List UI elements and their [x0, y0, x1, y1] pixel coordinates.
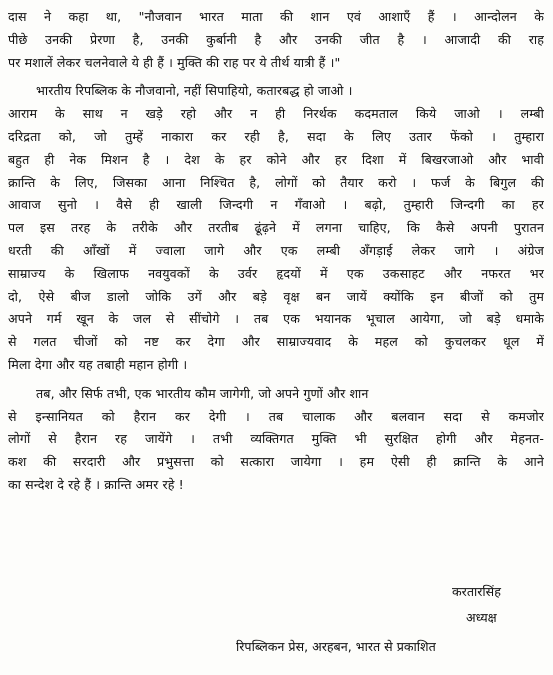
publisher-line: रिपब्लिकन प्रेस, अरहबन, भारत से प्रकाशित: [236, 639, 436, 654]
text-line: क्रान्ति के लिए, जिसका आना निश्चित है, लोगों को तैयार करो । फर्ज के बिगुल की: [8, 174, 544, 190]
text-line: पीछे उनकी प्रेरणा है, उनकी कुर्बानी है और उनकी जीत है । आजादी की राह: [8, 31, 544, 47]
text-line: बहुत ही नेक मिशन है । देश के हर कोने और हर दिशा में बिखरजाओ और भावी: [8, 151, 544, 167]
document-body: [8, 6, 544, 497]
paragraph-call: [8, 80, 544, 376]
text-line: दरिद्रता को, जो तुम्हें नाकारा कर रही है, सदा के लिए उतार फेंको । तुम्हारा: [8, 128, 544, 144]
text-line: आराम के साथ न खड़े रहो और न ही निरर्थक कदमताल किये जाओ । लम्बी: [8, 106, 544, 122]
text-line: का सन्देश दे रहे हैं । क्रान्ति अमर रहे !: [8, 476, 184, 492]
text-line: अपने गर्म खून के जल से सींचोगे । तब एक भयानक भूचाल आयेगा, जो बड़े धमाके: [8, 311, 544, 327]
signatory-role: अध्यक्ष: [466, 610, 497, 625]
text-line: भारतीय रिपब्लिक के नौजवानो, नहीं सिपाहियो, कतारबद्ध हो जाओ ।: [36, 83, 353, 99]
text-line: तब, और सिर्फ तभी, एक भारतीय कौम जागेगी, जो अपने गुणों और शान: [36, 385, 369, 401]
text-line: पर मशालें लेकर चलनेवाले ये ही हैं । मुक्ति की राह पर ये तीर्थ यात्री हैं ।": [8, 54, 341, 70]
paragraph-quote: [8, 6, 544, 74]
text-line: लोगों से हैरान रह जायेंगे । तभी व्यक्तिगत मुक्ति भी सुरक्षित होगी और मेहनत-: [8, 431, 544, 447]
text-line: कश की सरदारी और प्रभुसत्ता को सत्कारा जायेगा । हम ऐसी ही क्रान्ति के आने: [8, 454, 544, 470]
signatory-name: करतारसिंह: [452, 584, 501, 599]
paragraph-conclusion: [8, 383, 544, 497]
text-line: आवाज सुनो । वैसे ही खाली जिन्दगी न गँवाओ । बढ़ो, तुम्हारी जिन्दगी का हर: [8, 197, 544, 213]
text-line: दो, ऐसे बीज डालो जोकि उगें और बड़े वृक्ष बन जायें क्योंकि इन बीजों को तुम: [8, 288, 544, 304]
text-line: दास ने कहा था, "नौजवान भारत माता की शान एवं आशाएँ हैं । आन्दोलन के: [8, 9, 544, 24]
text-line: मिला देगा और यह तबाही महान होगी ।: [8, 356, 188, 372]
text-line: साम्राज्य के खिलाफ नवयुवकों के उर्वर हृदयों में एक उकसाहट और नफरत भर: [8, 265, 544, 281]
text-line: धरती की आँखों में ज्वाला जागे और एक लम्बी अँगड़ाई लेकर जागे । अंग्रेज: [8, 242, 544, 258]
text-line: पल इस तरह के तरीके और तरतीब ढूंढ़ने में लगना चाहिए, कि कैसे अपनी पुरातन: [8, 220, 544, 236]
text-line: से इन्सानियत को हैरान कर देगी । तब चालाक और बलवान सदा से कमजोर: [8, 408, 544, 424]
text-line: से गलत चीजों को नष्ट कर देगा और साम्राज्यवाद के महल को कुचलकर धूल में: [8, 334, 544, 350]
